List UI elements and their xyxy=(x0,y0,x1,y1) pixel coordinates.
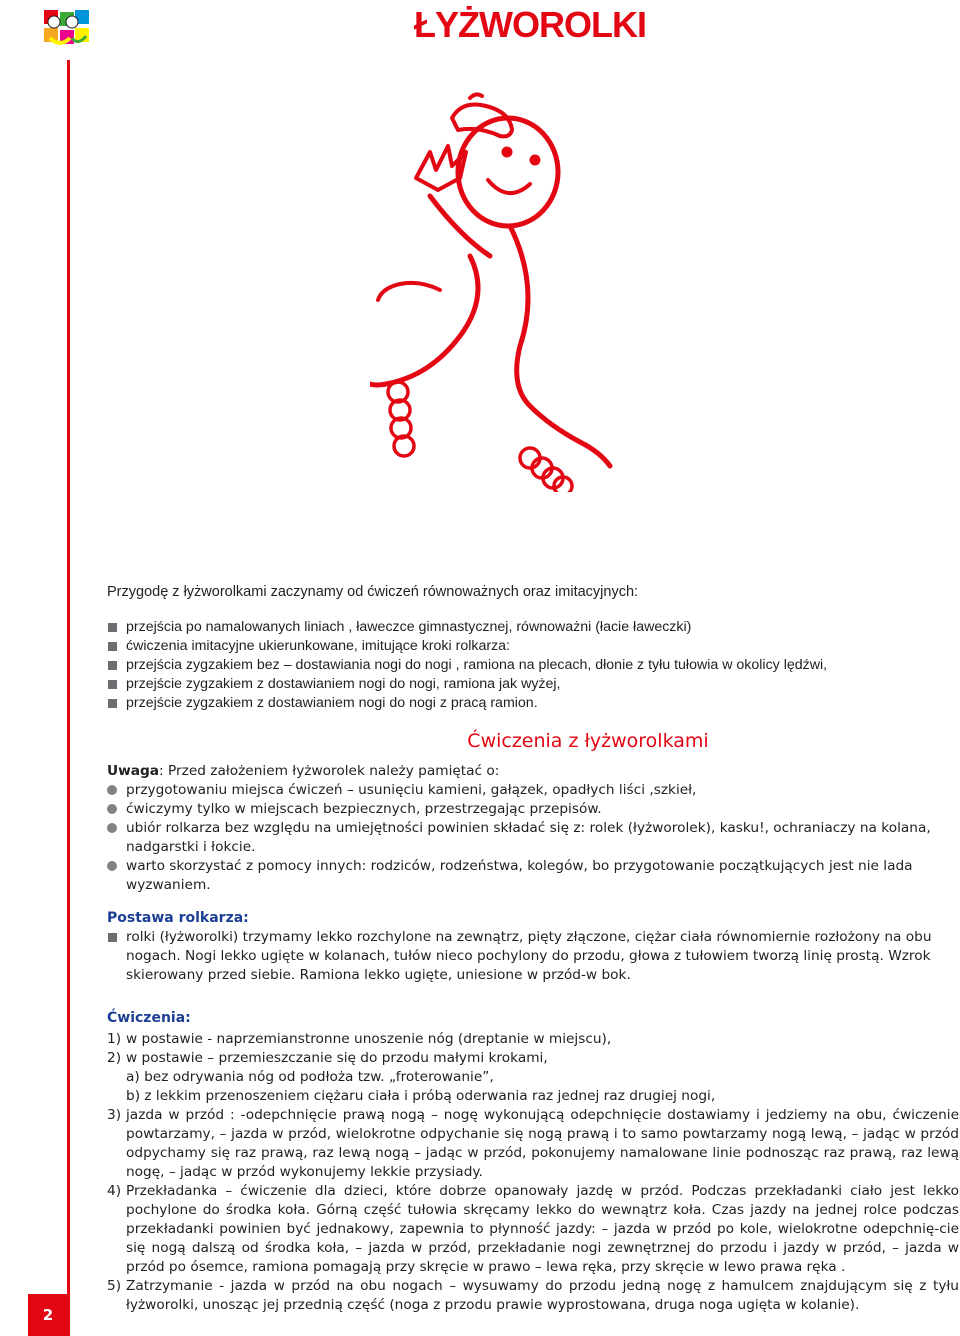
square-bullet-icon xyxy=(108,699,117,708)
square-bullet-icon xyxy=(108,623,117,632)
round-bullet-icon xyxy=(107,861,117,871)
list-item: ćwiczenia imitacyjne ukierunkowane, imitujące kroki rolkarza: xyxy=(107,637,959,656)
list-item: 4) Przekładanka – ćwiczenie dla dzieci, które dobrze opanowały jazdę w przód. Podczas przekładanki ciało jest lekko pochylone do środka koła. Górną część tułowia skręcamy lekko do wewnątrz koła. Czas jazdy na jednej rolce podczas przekładanki powinien być jednakowy, zapewnia to płynność jazdy: – jazda w przód po kole, wielokrotne odepchnię-cie się nogą dalszą od środka koła, – jazda w przód, przekładanie nogi zewnętrznej do przodu i jazdy w przód, – jazda w przód po ósemce, ramiona pomagają przy skręcie w prawo – lewa ręka, przy skręcie w lewo prawa ręka . xyxy=(107,1183,959,1275)
skater-figure-illustration xyxy=(370,92,620,492)
round-bullet-icon xyxy=(107,823,117,833)
list-item: ubiór rolkarza bez względu na umiejętności powinien składać się z: rolek (łyżworolek), kasku!, ochraniaczy na kolana, nadgarstki i łokcie. xyxy=(107,819,959,857)
warning-intro xyxy=(107,762,959,781)
warning-text: : Przed założeniem łyżworolek należy pamiętać o: xyxy=(159,763,500,779)
list-item: 5) Zatrzymanie - jazda w przód na obu nogach – wysuwamy do przodu jedną nogę z hamulcem znajdującym się z tyłu łyżworolki, unosząc jej przednią część (noga z przodu prawie wyprostowana, druga noga ugięta w kolanie). xyxy=(107,1278,959,1313)
list-item: ćwiczymy tylko w miejscach bezpiecznych, przestrzegając przepisów. xyxy=(107,800,959,819)
list-item: 1) w postawie - naprzemianstronne unoszenie nóg (dreptanie w miejscu), xyxy=(107,1031,612,1047)
sub-item: b) z lekkim przenoszeniem ciężaru ciała i próbą oderwania raz jednej raz drugiej nogi, xyxy=(126,1088,716,1104)
warning-list xyxy=(107,781,959,895)
margin-rule xyxy=(67,60,70,1336)
round-bullet-icon xyxy=(107,785,117,795)
main-content xyxy=(107,583,959,1315)
square-bullet-icon xyxy=(108,933,117,942)
warning-label: Uwaga xyxy=(107,763,160,779)
list-item: przejścia zygzakiem bez – dostawiania nogi do nogi , ramiona na plecach, dłonie z tyłu tułowia w okolicy lędźwi, xyxy=(107,656,959,675)
exercise-list xyxy=(107,1030,959,1315)
list-item: rolki (łyżworolki) trzymamy lekko rozchylone na zewnątrz, pięty złączone, ciężar ciała równomiernie rozłożony na obu nogach. Nogi lekko ugięte w kolanach, tułów nieco pochylony do przodu, głowa z tułowiem tworzą linię prostą. Wzrok skierowany przed siebie. Ramiona lekko ugięte, uniesione w przód-w bok. xyxy=(107,928,959,985)
square-bullet-icon xyxy=(108,661,117,670)
stance-heading: Postawa rolkarza: xyxy=(107,910,249,926)
section-heading: Ćwiczenia z łyżworolkami xyxy=(467,730,709,752)
square-bullet-icon xyxy=(108,642,117,651)
square-bullet-icon xyxy=(108,680,117,689)
list-item: przejście zygzakiem z dostawianiem nogi do nogi, ramiona jak wyżej, xyxy=(107,675,959,694)
list-item: 2) w postawie – przemieszczanie się do przodu małymi krokami, a) bez odrywania nóg od podłoża tzw. „froterowanie”, b) z lekkim przenoszeniem ciężaru ciała i próbą oderwania raz jednej raz drugiej nogi, xyxy=(107,1049,959,1106)
list-item: przejście zygzakiem z dostawianiem nogi do nogi z pracą ramion. xyxy=(107,694,959,713)
page-title: ŁYŻWOROLKI xyxy=(414,4,646,45)
list-item: 3) jazda w przód : -odepchnięcie prawą nogą – nogę wykonującą odepchnięcie dostawiamy i jedziemy na obu, ćwiczenie powtarzamy, – jazda w przód, wielokrotne odpychanie się nogą prawą i to samo powtarzamy nogą lewą, – jadąc w przód odpychamy się raz prawą, raz lewą nogą – jadąc w przód, pokonujemy namalowane linie podnosząc raz prawą, raz lewą nogę, – jadąc w przód wykonujemy lekkie przysiady. xyxy=(107,1107,959,1180)
list-item: przygotowaniu miejsca ćwiczeń – usunięciu kamieni, gałązek, opadłych liści ,szkieł, xyxy=(107,781,959,800)
exercises-heading: Ćwiczenia: xyxy=(107,1010,191,1026)
intro-text: Przygodę z łyżworolkami zaczynamy od ćwiczeń równoważnych oraz imitacyjnych: xyxy=(107,584,639,600)
page-number: 2 xyxy=(28,1294,68,1336)
list-item: warto skorzystać z pomocy innych: rodziców, rodzeństwa, kolegów, bo przygotowanie początkujących jest nie lada wyzwaniem. xyxy=(107,857,959,895)
imitation-exercise-list xyxy=(107,618,959,713)
stance-list xyxy=(107,928,959,985)
sub-item: a) bez odrywania nóg od podłoża tzw. „froterowanie”, xyxy=(126,1069,494,1085)
round-bullet-icon xyxy=(107,804,117,814)
logo-icon xyxy=(42,8,92,52)
list-item: przejścia po namalowanych liniach , ławeczce gimnastycznej, równoważni (łacie ławeczki) xyxy=(107,618,959,637)
